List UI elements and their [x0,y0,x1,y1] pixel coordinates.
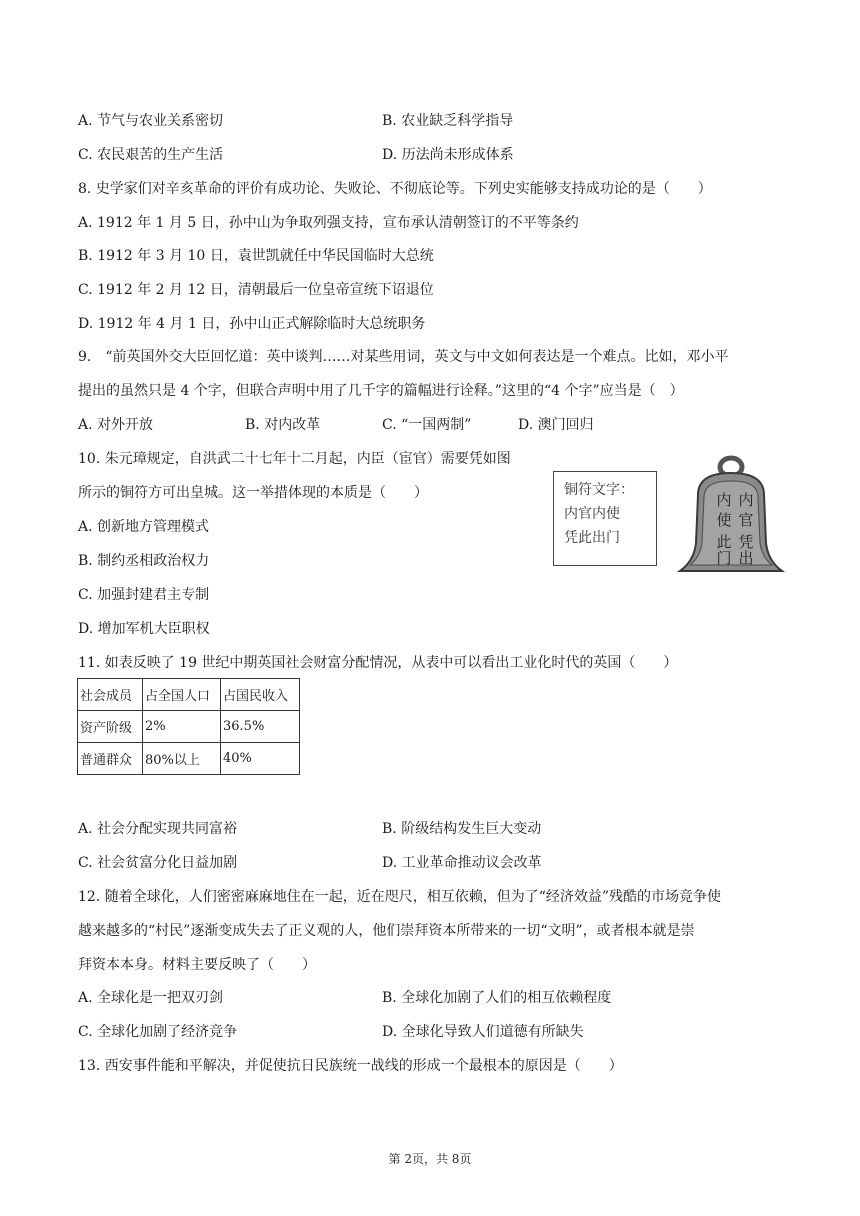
q8-stem: 8. 史学家们对辛亥革命的评价有成功论、失败论、不彻底论等。下列史实能够支持成功论的是（ ） [78,181,712,197]
table-row [78,711,300,743]
q12-option-a: A. 全球化是一把双刃剑 [78,990,224,1006]
table-cell: 普通群众 [78,743,143,775]
caption-line-2: 内官内使 [564,506,620,522]
q10-stem-line1: 10. 朱元璋规定，自洪武二十七年十二月起，内臣（宦官）需要凭如图 [78,451,511,467]
q9-stem-line1: 9. “前英国外交大臣回忆道：英中谈判……对某些用词，英文与中文如何表达是一个难点。比如，邓小平 [78,349,729,365]
q13-stem: 13. 西安事件能和平解决，并促使抗日民族统一战线的形成一个最根本的原因是（ ） [78,1058,623,1074]
q8-option-c: C. 1912 年 2 月 12 日，清朝最后一位皇帝宣统下诏退位 [78,282,434,298]
seal-char-5: 凭 [738,533,754,551]
caption-line-1: 铜符文字： [564,482,634,498]
q11-option-c: C. 社会贫富分化日益加剧 [78,855,238,871]
copper-token-image [676,455,786,580]
table-row [78,743,300,775]
seal-char-2: 官 [738,511,754,529]
q10-option-b: B. 制约丞相政治权力 [78,553,210,569]
q12-stem-line1: 12. 随着全球化，人们密密麻麻地住在一起，近在咫尺，相互依赖，但为了“经济效益”残酷的市场竞争使 [78,889,722,905]
q9-option-b: B. 对内改革 [245,417,321,433]
q7-option-a: A. 节气与农业关系密切 [78,113,224,129]
q11-stem: 11. 如表反映了 19 世纪中期英国社会财富分配情况，从表中可以看出工业化时代的英国（ ） [78,655,678,671]
table-header-cell: 社会成员 [78,679,143,711]
q11-option-a: A. 社会分配实现共同富裕 [78,821,238,837]
q9-option-a: A. 对外开放 [78,417,154,433]
q10-option-d: D. 增加军机大臣职权 [78,621,210,637]
table-cell: 80%以上 [143,743,221,775]
q8-option-b: B. 1912 年 3 月 10 日，袁世凯就任中华民国临时大总统 [78,248,434,264]
seal-char-8: 门 [716,549,732,567]
seal-char-1: 内 [738,491,754,509]
q7-option-b: B. 农业缺乏科学指导 [382,113,514,129]
q10-stem-line2: 所示的铜符方可出皇城。这一举措体现的本质是（ ） [78,485,428,501]
seal-char-4: 使 [716,511,732,529]
q7-option-c: C. 农民艰苦的生产生活 [78,147,224,163]
q12-option-c: C. 全球化加剧了经济竞争 [78,1024,238,1040]
q12-option-d: D. 全球化导致人们道德有所缺失 [382,1024,584,1040]
q9-option-c: C. “一国两制” [382,417,472,433]
q10-option-c: C. 加强封建君主专制 [78,587,210,603]
caption-line-3: 凭此出门 [564,530,620,546]
q12-stem-line2: 越来越多的“村民”逐渐变成失去了正义观的人，他们崇拜资本所带来的一切“文明”，或者根本就是崇 [78,923,695,939]
page-footer: 第 2页，共 8页 [388,1152,472,1166]
q10-option-a: A. 创新地方管理模式 [78,519,210,535]
table-cell: 2% [143,711,221,743]
table-cell: 40% [221,743,300,775]
table-cell: 资产阶级 [78,711,143,743]
seal-char-7: 出 [738,549,754,567]
q8-option-d: D. 1912 年 4 月 1 日，孙中山正式解除临时大总统职务 [78,316,426,332]
q12-stem-line3: 拜资本本身。材料主要反映了（ ） [78,957,316,973]
q7-option-d: D. 历法尚未形成体系 [382,147,514,163]
table-header-cell: 占全国人口 [143,679,221,711]
q11-option-b: B. 阶级结构发生巨大变动 [382,821,542,837]
table-cell: 36.5% [221,711,300,743]
copper-token-caption [553,471,657,566]
q9-option-d: D. 澳门回归 [518,417,594,433]
q11-option-d: D. 工业革命推动议会改革 [382,855,542,871]
q12-option-b: B. 全球化加剧了人们的相互依赖程度 [382,990,612,1006]
seal-char-6: 此 [716,533,732,551]
wealth-distribution-table [77,678,300,775]
seal-char-3: 内 [716,491,732,509]
table-header-cell: 占国民收入 [221,679,300,711]
q8-option-a: A. 1912 年 1 月 5 日，孙中山为争取列强支持，宣布承认清朝签订的不平等条约 [78,215,579,231]
table-header-row [78,679,300,711]
q9-stem-line2: 提出的虽然只是 4 个字，但联合声明中用了几千字的篇幅进行诠释。”这里的“4 个字”应当是（ ） [78,383,684,399]
